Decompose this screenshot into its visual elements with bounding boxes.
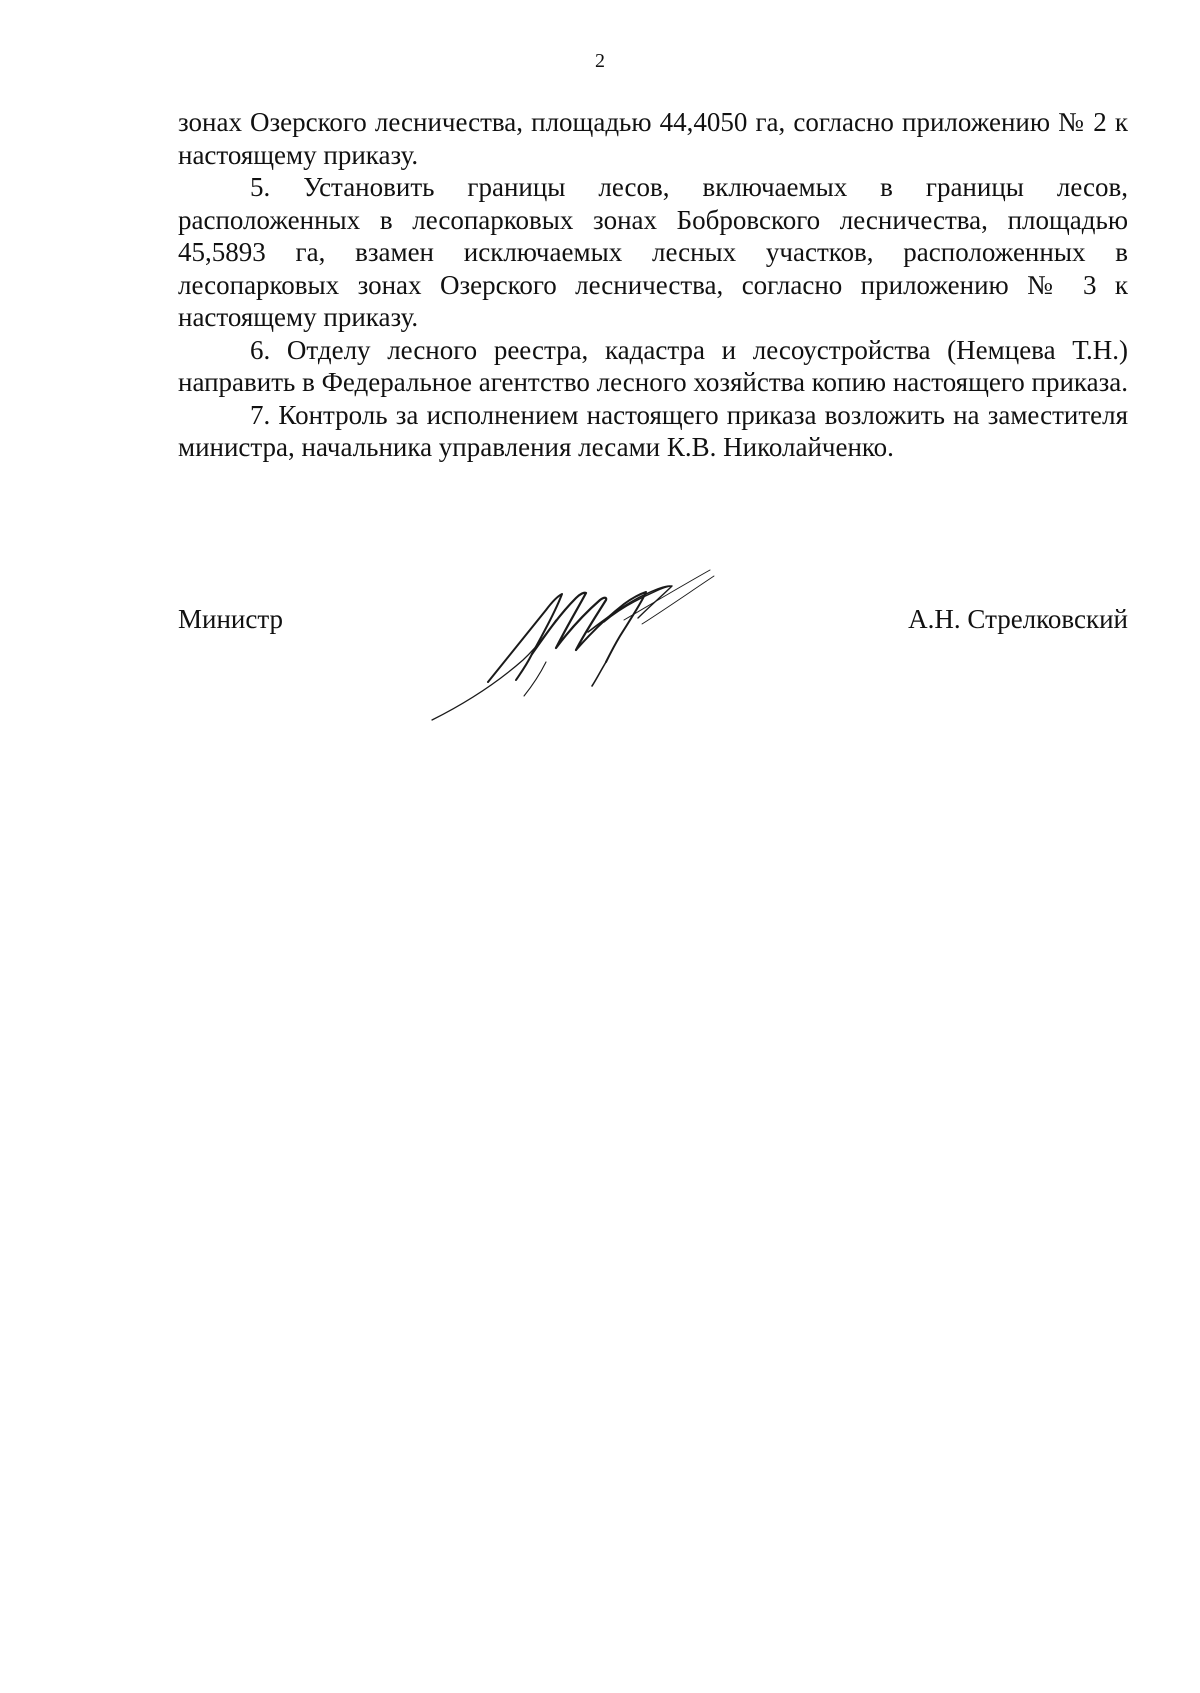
- handwritten-signature: [428, 562, 738, 732]
- signer-position: Министр: [178, 604, 283, 634]
- paragraph-item-7: 7. Контроль за исполнением настоящего приказа возложить на заместителя министра, начальника управления лесами К.В. Николайченко.: [178, 399, 1128, 462]
- paragraph-item-6: 6. Отделу лесного реестра, кадастра и лесоустройства (Немцева Т.Н.) направить в Федеральное агентство лесного хозяйства копию настоящего приказа.: [178, 334, 1129, 397]
- page-number: 2: [595, 50, 605, 72]
- document-body: [178, 106, 1128, 464]
- paragraph-item-5: 5. Установить границы лесов, включаемых в границы лесов, расположенных в лесопарковых зонах Бобровского лесничества, площадью 45,5893 га, взамен исключаемых лесных участков, расположенных в лесопарковых зонах Озерского лесничества, согласно приложению № 3 к настоящему приказу.: [178, 172, 1128, 332]
- signer-name: А.Н. Стрелковский: [908, 604, 1128, 634]
- paragraph-continuation: зонах Озерского лесничества, площадью 44,4050 га, согласно приложению № 2 к настоящему приказу.: [178, 107, 1128, 170]
